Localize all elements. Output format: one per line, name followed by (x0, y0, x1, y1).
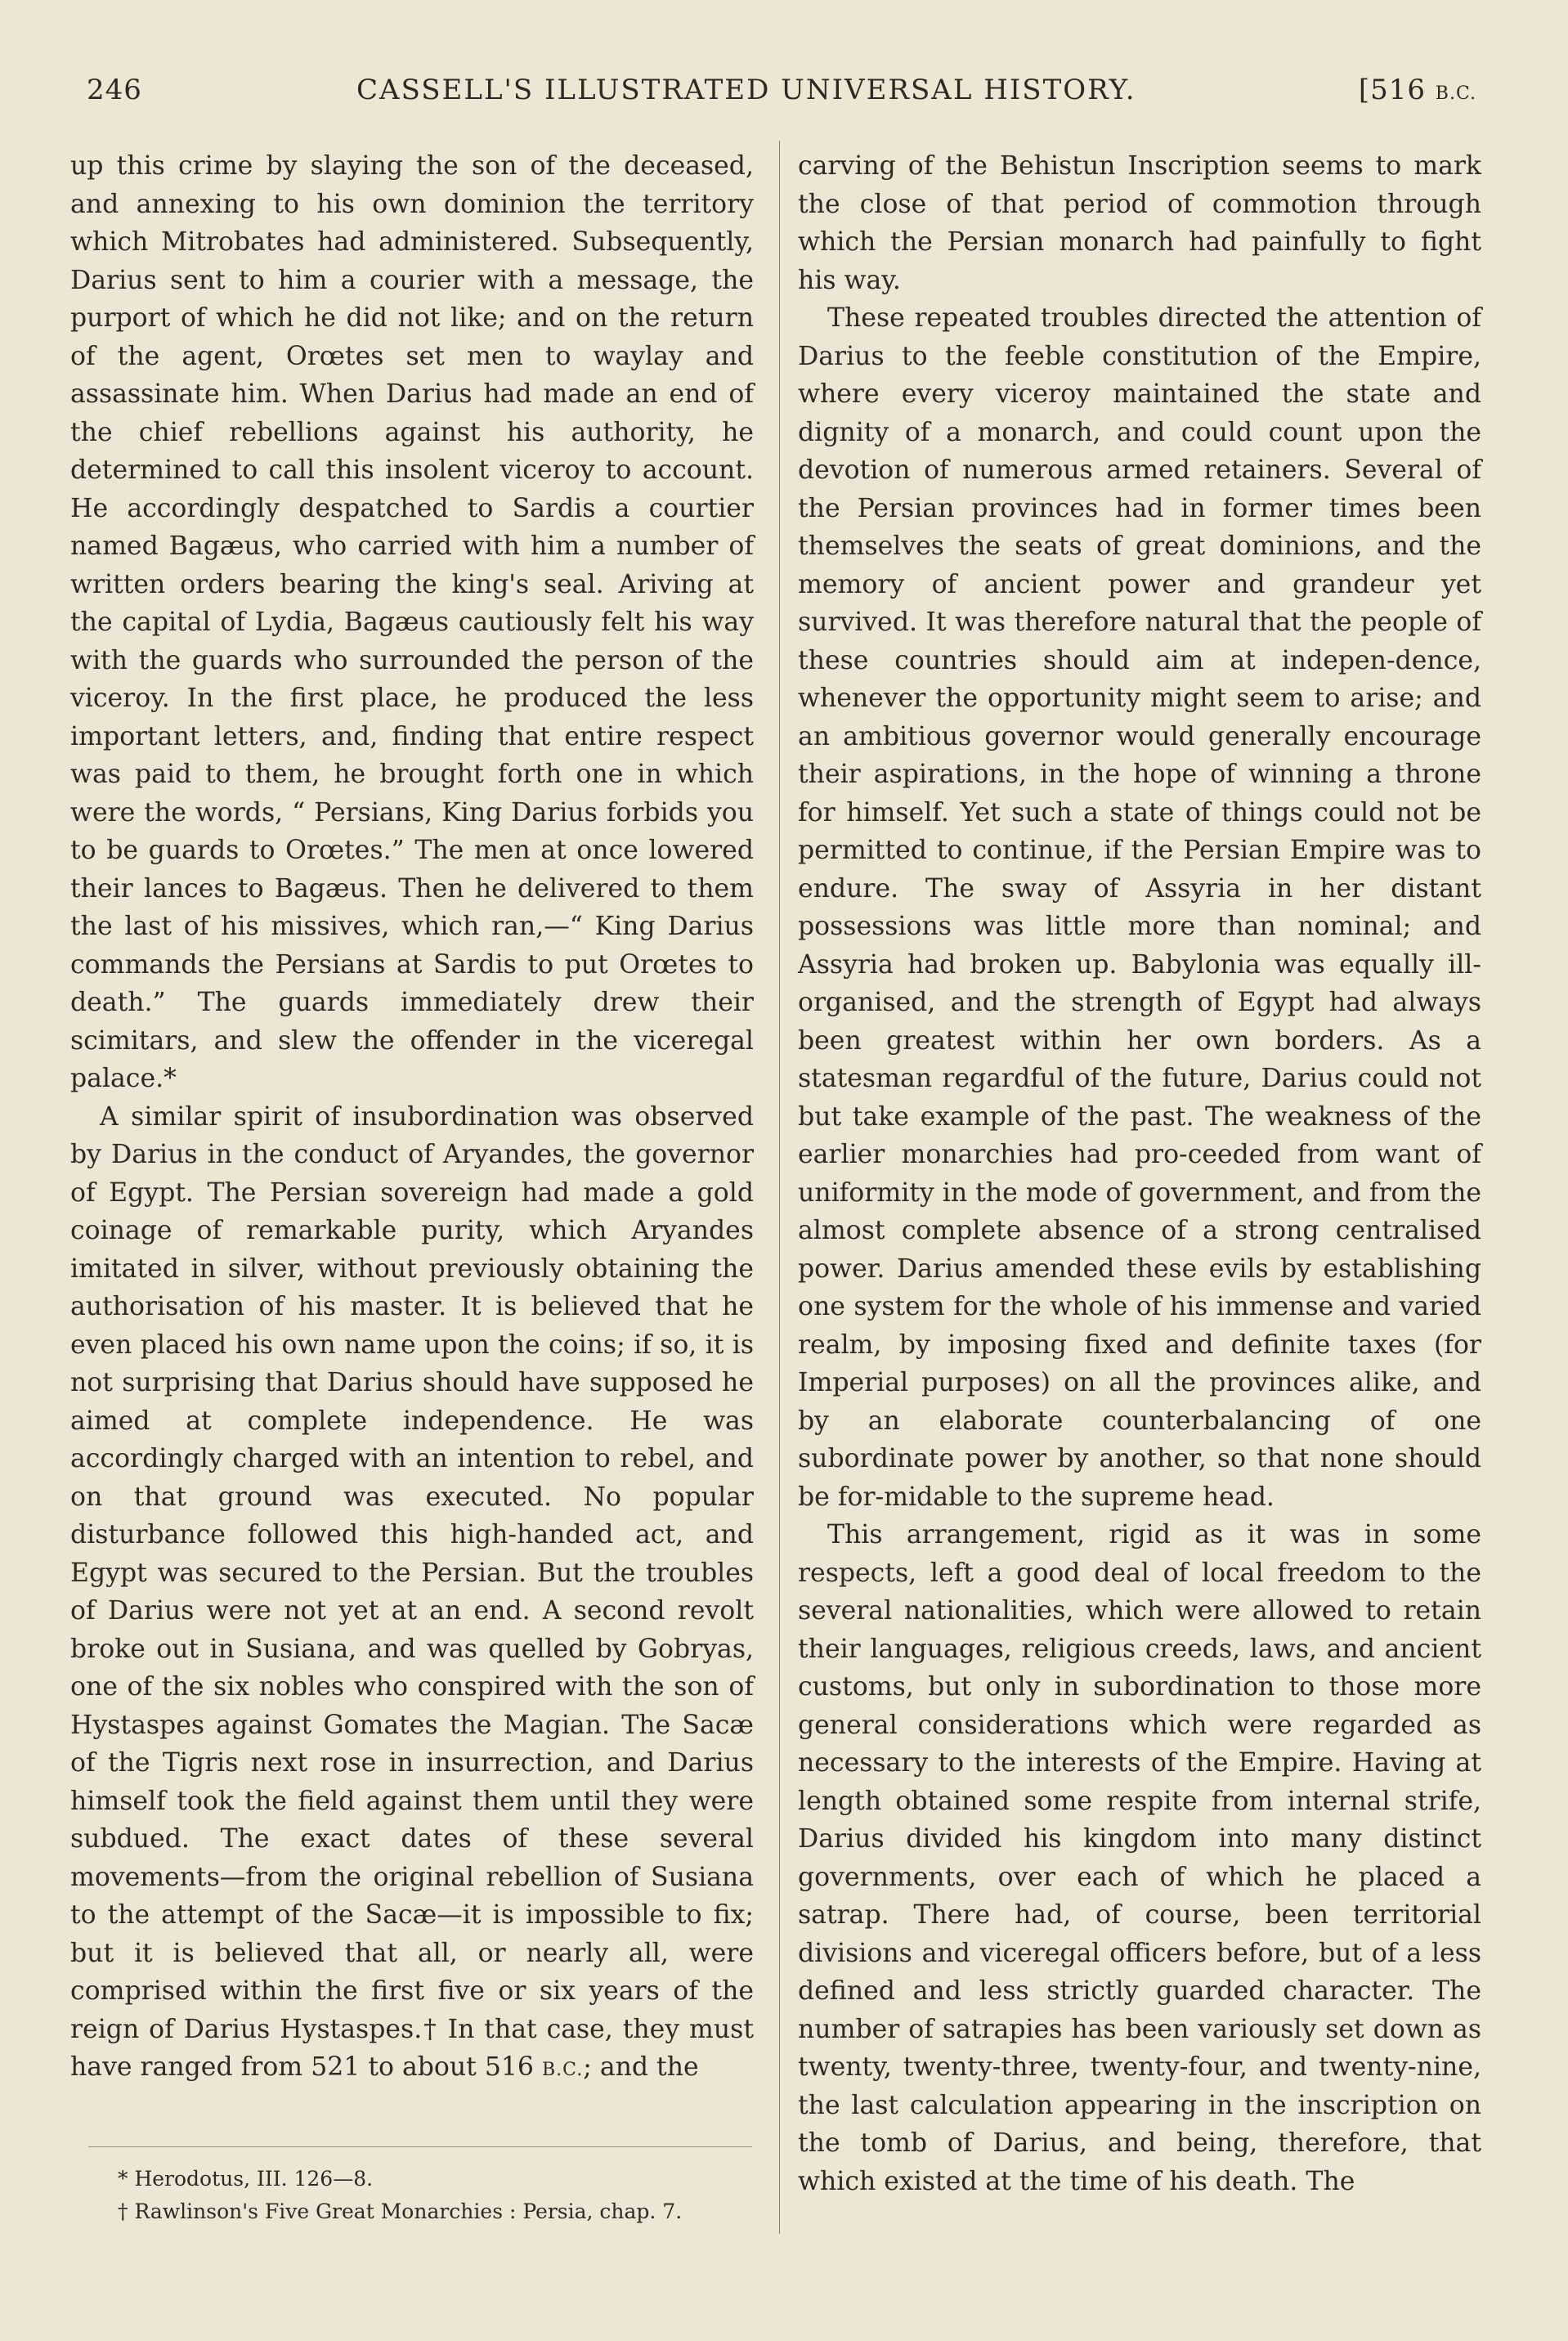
date-marker (1359, 74, 1476, 106)
right-column (798, 147, 1481, 2240)
column-divider (779, 141, 780, 2234)
footnote-2: † Rawlinson's Five Great Monarchies : Persia, chap. 7. (118, 2200, 683, 2223)
page-number: 246 (87, 74, 142, 106)
left-paragraph-2-end: ; and the (583, 2052, 699, 2082)
date-year: [516 (1358, 74, 1426, 106)
era-abbrev: B.C. (541, 2060, 584, 2080)
footnotes (82, 2163, 752, 2228)
right-paragraph-2: These repeated troubles directed the attention of Darius to the feeble constitution of the Empire, where every viceroy maintained the state and dignity of a monarch, and could count upon the devotion of numerous armed retainers. Several of the Persian provinces had in former times been themselves the seats of great dominions, and the memory of ancient power and grandeur yet survived. It was therefore natural that the people of these countries should aim at indepen-dence, whenever the opportunity might seem to arise; and an ambitious governor would generally encourage their aspirations, in the hope of winning a throne for himself. Yet such a state of things could not be permitted to continue, if the Persian Empire was to endure. The sway of Assyria in her distant possessions was little more than nominal; and Assyria had broken up. Babylonia was equally ill-organised, and the strength of Egypt had always been greatest within her own borders. As a statesman regardful of the future, Darius could not but take example of the past. The weakness of the earlier monarchies had pro-ceeded from want of uniformity in the mode of government, and from the almost complete absence of a strong centralised power. Darius amended these evils by establishing one system for the whole of his immense and varied realm, by imposing fixed and definite taxes (for Imperial purposes) on all the provinces alike, and by an elaborate counterbalancing of one subordinate power by another, so that none should be for-midable to the supreme head. (798, 303, 1481, 1512)
left-paragraph-2 (70, 1098, 754, 2090)
left-column (70, 147, 754, 2126)
right-paragraph-1: carving of the Behistun Inscription seems to mark the close of that period of commotion through which the Persian monarch had painfully to fight his way. (798, 151, 1481, 295)
right-paragraph-3: This arrangement, rigid as it was in some respects, left a good deal of local freedom to the several nationalities, which were allowed to retain their languages, religious creeds, laws, and ancient customs, but only in subordination to those more general considerations which were regarded as necessary to the interests of the Empire. Having at length obtained some respite from internal strife, Darius divided his kingdom into many distinct governments, over each of which he placed a satrap. There had, of course, been territorial divisions and viceregal officers before, but of a less defined and less strictly guarded character. The number of satrapies has been variously set down as twenty, twenty-three, twenty-four, and twenty-nine, the last calculation appearing in the inscription on the tomb of Darius, and being, therefore, that which existed at the time of his death. The (798, 1520, 1481, 2196)
running-header (87, 74, 1476, 110)
date-era: B.C. (1435, 83, 1476, 104)
footnote-rule (88, 2146, 752, 2147)
left-paragraph-1: up this crime by slaying the son of the deceased, and annexing to his own dominion the territory which Mitrobates had administered. Subsequently, Darius sent to him a courier with a message, the purport of which he did not like; and on the return of the agent, Orœtes set men to waylay and assassinate him. When Darius had made an end of the chief rebellions against his authority, he determined to call this insolent viceroy to account. He accordingly despatched to Sardis a courtier named Bagæus, who carried with him a number of written orders bearing the king's seal. Ariving at the capital of Lydia, Bagæus cautiously felt his way with the guards who surrounded the person of the viceroy. In the first place, he produced the less important letters, and, finding that entire respect was paid to them, he brought forth one in which were the words, “ Persians, King Darius forbids you to be guards to Orœtes.” The men at once lowered their lances to Bagæus. Then he delivered to them the last of his missives, which ran,—“ King Darius commands the Persians at Sardis to put Orœtes to death.” The guards immediately drew their scimitars, and slew the offender in the viceregal palace.* (70, 151, 754, 1093)
left-paragraph-2-text: A similar spirit of insubordination was observed by Darius in the conduct of Aryandes, the governor of Egypt. The Persian sovereign had made a gold coinage of remarkable purity, which Aryandes imitated in silver, without previously obtaining the authorisation of his master. It is believed that he even placed his own name upon the coins; if so, it is not surprising that Darius should have supposed he aimed at complete independence. He was accordingly charged with an intention to rebel, and on that ground was executed. No popular disturbance followed this high-handed act, and Egypt was secured to the Persian. But the troubles of Darius were not yet at an end. A second revolt broke out in Susiana, and was quelled by Gobryas, one of the six nobles who conspired with the son of Hystaspes against Gomates the Magian. The Sacæ of the Tigris next rose in insurrection, and Darius himself took the field against them until they were subdued. The exact dates of these several movements—from the original rebellion of Susiana to the attempt of the Sacæ—it is impossible to fix; but it is believed that all, or nearly all, were comprised within the first five or six years of the reign of Darius Hystaspes.† In that case, they must have ranged from 521 to about 516 (70, 1101, 754, 2082)
running-title: CASSELL'S ILLUSTRATED UNIVERSAL HISTORY. (356, 74, 1136, 106)
footnote-1: * Herodotus, III. 126—8. (118, 2167, 374, 2191)
